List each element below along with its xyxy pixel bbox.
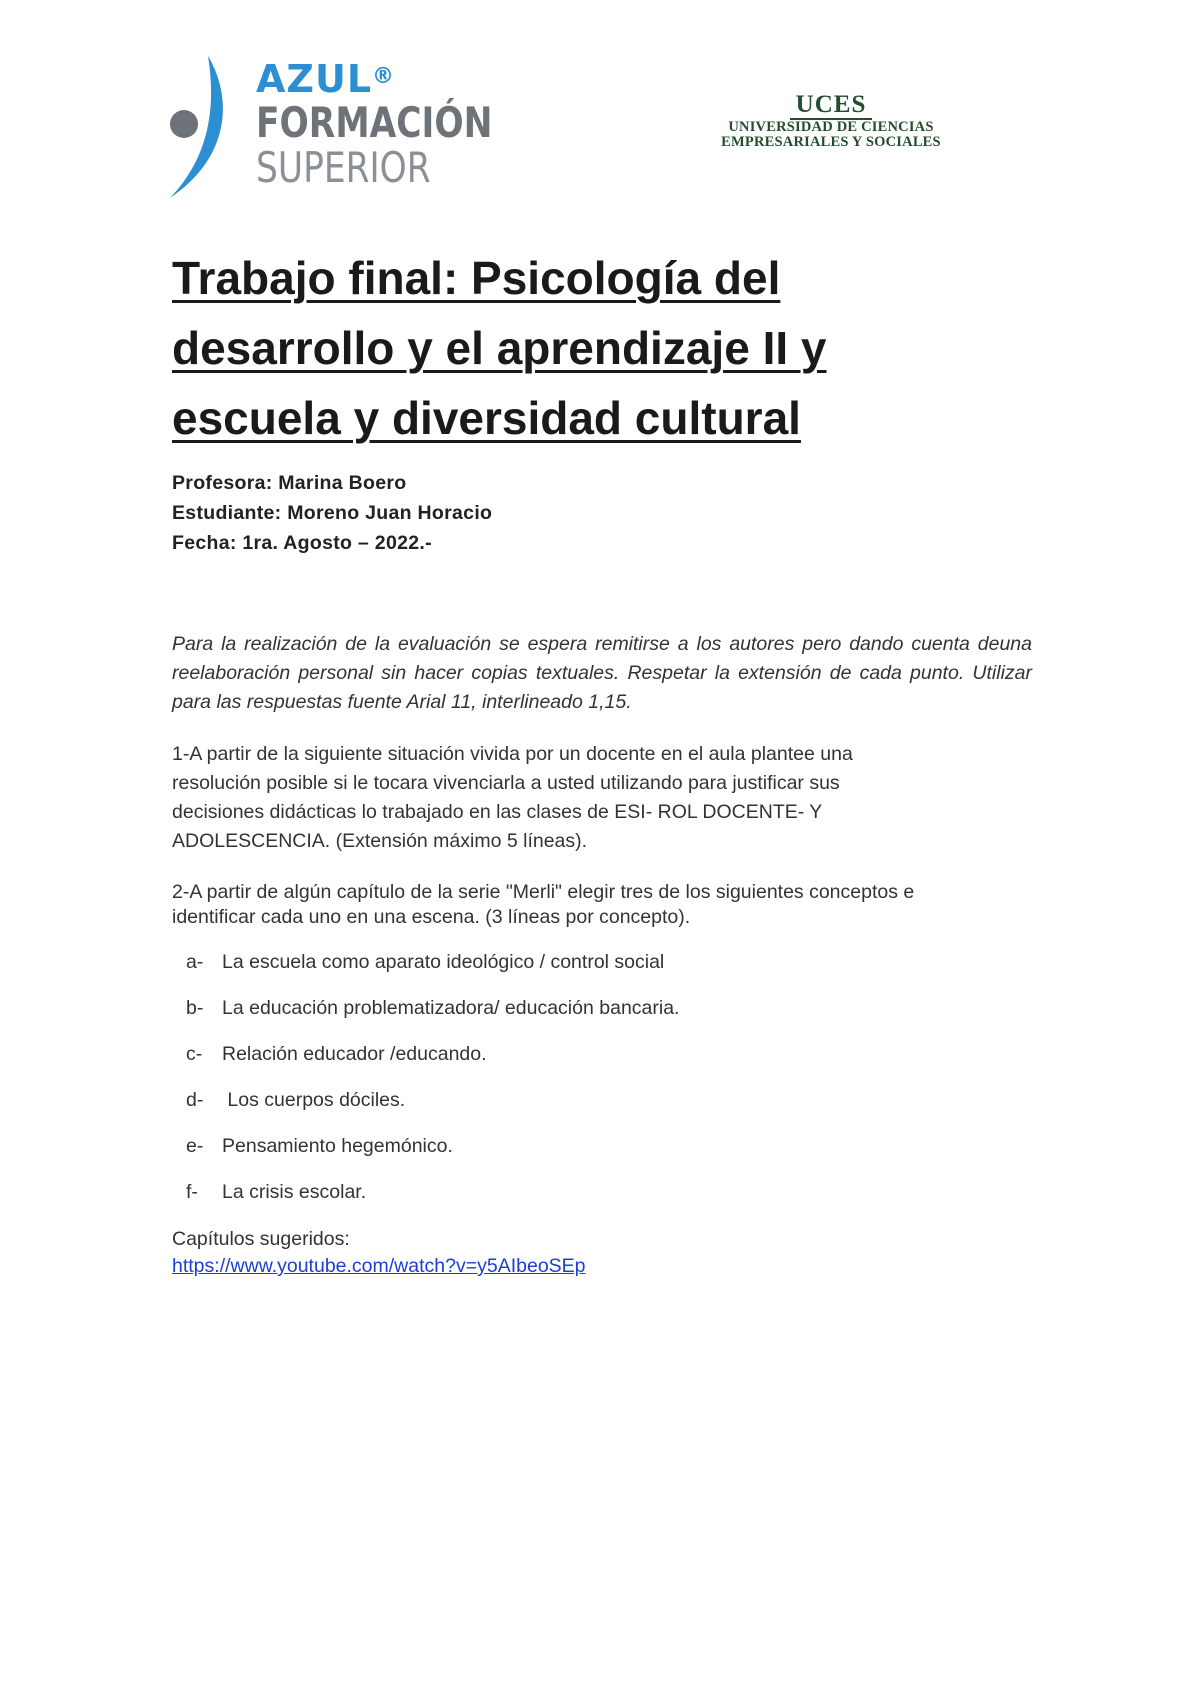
list-item	[186, 1041, 679, 1087]
registered-mark: ®	[372, 64, 396, 89]
question-1	[172, 740, 1032, 856]
list-item	[186, 1133, 679, 1179]
uces-logo-line2: EMPRESARIALES Y SOCIALES	[721, 134, 941, 150]
option-letter: f-	[186, 1181, 198, 1203]
question-2-line-2: identificar cada uno en una escena. (3 líneas por concepto).	[172, 906, 691, 928]
option-letter: a-	[186, 951, 204, 973]
title-line-2: desarrollo y el aprendizaje II y	[172, 322, 827, 374]
instructions-paragraph: Para la realización de la evaluación se espera remitirse a los autores pero dando cuenta deuna reelaboración personal sin hacer copias textuales. Respetar la extensión de cada punto. Utilizar para las respuestas fuente Arial 11, interlineado 1,15.	[172, 633, 1032, 713]
profesora-line: Profesora: Marina Boero	[172, 472, 407, 494]
question-1-line-3: decisiones didácticas lo trabajado en las clases de ESI- ROL DOCENTE- Y	[172, 801, 823, 823]
uces-logo-abbr: UCES	[790, 92, 873, 120]
list-item	[186, 1179, 679, 1225]
option-text: La escuela como aparato ideológico / control social	[222, 951, 665, 973]
uces-logo	[706, 92, 956, 154]
option-text: Los cuerpos dóciles.	[222, 1089, 406, 1111]
question-1-line-1: 1-A partir de la siguiente situación vivida por un docente en el aula plantee una	[172, 743, 853, 765]
azul-logo-text	[256, 58, 544, 190]
list-item	[186, 949, 679, 995]
list-item	[186, 995, 679, 1041]
list-item	[186, 1087, 679, 1133]
option-letter: c-	[186, 1043, 203, 1065]
document-meta	[172, 468, 492, 558]
option-text: Relación educador /educando.	[222, 1043, 487, 1065]
suggested-chapters	[172, 1226, 586, 1280]
document-title	[172, 243, 1072, 453]
suggested-chapters-label: Capítulos sugeridos:	[172, 1228, 350, 1250]
estudiante-line: Estudiante: Moreno Juan Horacio	[172, 502, 493, 524]
option-letter: e-	[186, 1135, 204, 1157]
title-line-3: escuela y diversidad cultural	[172, 392, 801, 444]
question-2-options	[186, 949, 679, 1225]
option-text: La educación problematizadora/ educación bancaria.	[222, 997, 680, 1019]
azul-swoosh-icon	[170, 56, 240, 198]
option-text: Pensamiento hegemónico.	[222, 1135, 453, 1157]
azul-logo-line1: AZUL	[256, 57, 373, 101]
option-letter: d-	[186, 1089, 204, 1111]
uces-logo-line1: UNIVERSIDAD DE CIENCIAS	[728, 119, 934, 135]
question-2	[172, 880, 1052, 930]
option-letter: b-	[186, 997, 204, 1019]
option-text: La crisis escolar.	[222, 1181, 367, 1203]
azul-logo-line3: SUPERIOR	[256, 143, 431, 192]
fecha-line: Fecha: 1ra. Agosto – 2022.-	[172, 532, 432, 554]
question-1-line-4: ADOLESCENCIA. (Extensión máximo 5 líneas).	[172, 830, 588, 852]
azul-formacion-superior-logo	[170, 56, 493, 198]
title-line-1: Trabajo final: Psicología del	[172, 252, 781, 304]
question-2-line-1: 2-A partir de algún capítulo de la serie "Merli" elegir tres de los siguientes conceptos e	[172, 881, 915, 903]
youtube-link[interactable]: https://www.youtube.com/watch?v=y5AIbeoSEp	[172, 1255, 586, 1277]
question-1-line-2: resolución posible si le tocara vivenciarla a usted utilizando para justificar sus	[172, 772, 840, 794]
azul-logo-line2: FORMACIÓN	[256, 98, 493, 147]
